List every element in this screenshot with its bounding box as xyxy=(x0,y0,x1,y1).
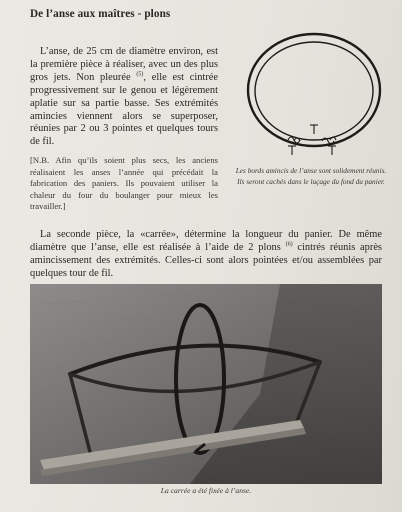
section-heading: De l’anse aux maîtres - plons xyxy=(30,8,171,20)
para1-text-end: , elle est cintrée progressivement sur le genou et légèrement aplatie sur sa partie basse. Ses extrémités amincies viennent alors se superposer, réunies par 2 ou 3 pointes et quelques tours de fil. xyxy=(30,71,218,148)
footnote-ref-5: (5) xyxy=(136,71,144,78)
para2-text-end: cintrés réunis après amincissement des extrémités. Celles-ci sont alors pointées et/ou assemblées par quelques tour de fil. xyxy=(30,242,382,279)
footnote-ref-6: (6) xyxy=(285,241,293,248)
para2-text-start: La seconde pièce, la «carrée», détermine la longueur du panier. De même diamètre que l’anse, elle est réalisée à l’aide de 2 plons xyxy=(30,229,382,253)
handle-diagram xyxy=(236,28,396,174)
paragraph-carree xyxy=(30,228,382,280)
diagram-caption xyxy=(226,166,396,187)
basket-frame-photo xyxy=(30,284,382,484)
note-paragraph: [N.B. Afin qu’ils soient plus secs, les anciens réalisaient les anses l’année qui précédait la fabrication des paniers. Ils pouvaient utiliser la chaleur du four du boulanger pour mieux les travailler.] xyxy=(30,155,218,212)
para1-text-start: L’anse, de 25 cm de diamètre environ, est la première pièce à réaliser, avec un des plus gros jets. Non pleurée xyxy=(30,46,218,83)
diagram-caption-line2: Ils seront cachés dans le luçage du fond du panier. xyxy=(237,176,385,186)
paragraph-anse xyxy=(30,46,218,149)
photo-caption: La carrée a été fixée à l’anse. xyxy=(160,486,252,495)
diagram-caption-line1: Les bords amincis de l’anse sont solidement réunis. xyxy=(235,166,387,175)
